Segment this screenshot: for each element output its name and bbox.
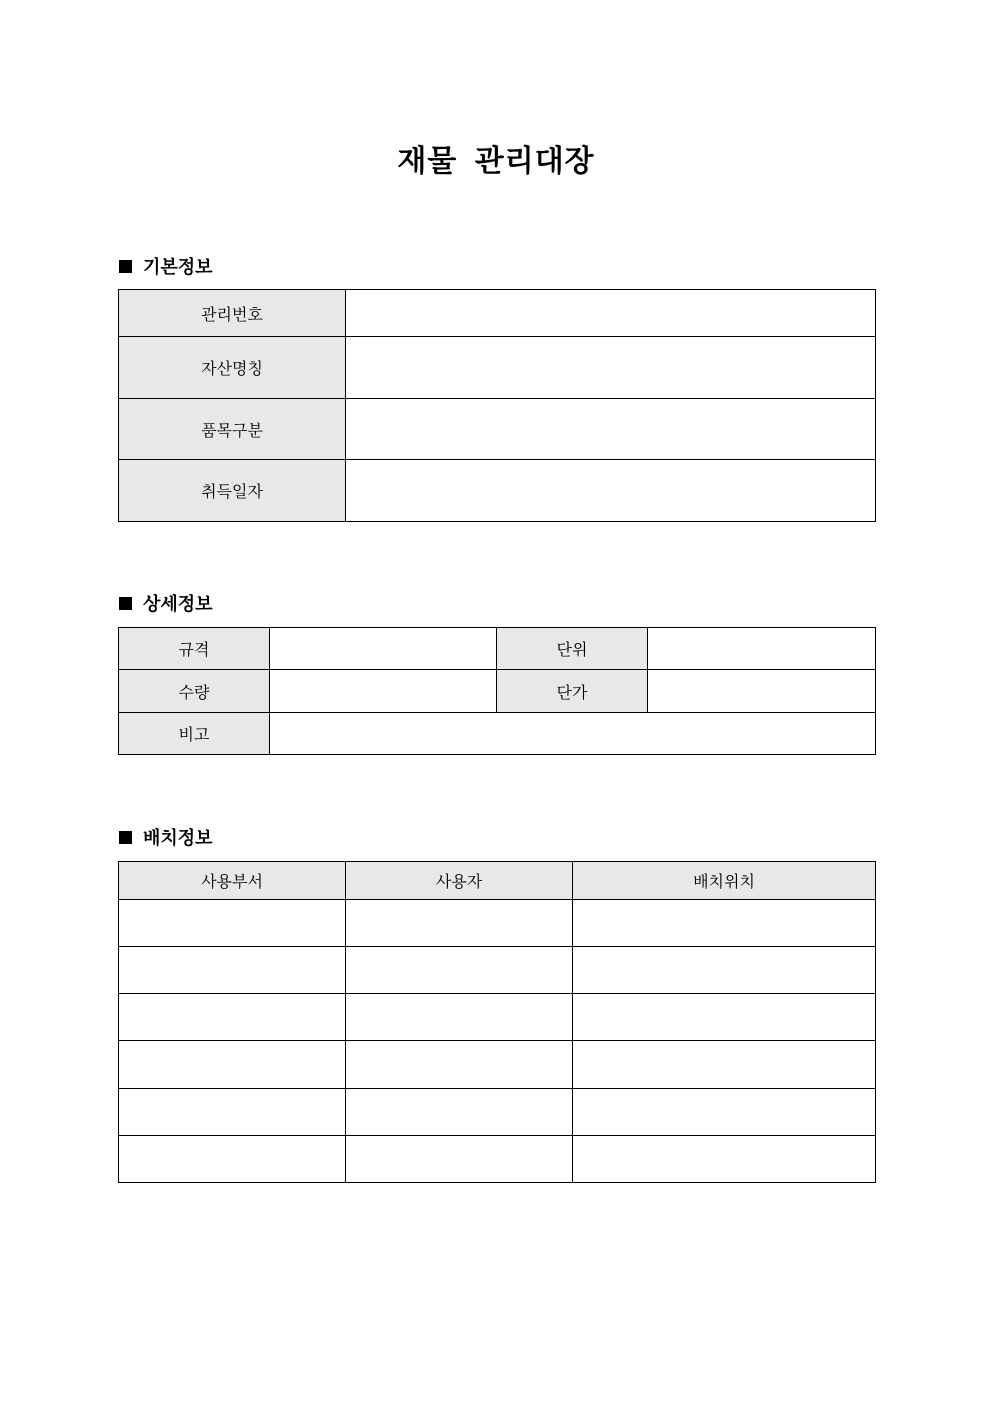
- basic-info-row: [119, 337, 876, 399]
- unit-price-field[interactable]: [648, 670, 876, 713]
- management-number-label: 관리번호: [119, 290, 346, 337]
- asset-name-label: 자산명칭: [119, 337, 346, 399]
- spec-label: 규격: [119, 628, 270, 670]
- department-column-header: 사용부서: [119, 862, 346, 900]
- department-cell[interactable]: [119, 947, 346, 994]
- basic-info-row: [119, 460, 876, 522]
- detail-info-row: [119, 670, 876, 713]
- user-column-header: 사용자: [346, 862, 573, 900]
- user-cell[interactable]: [346, 1089, 573, 1136]
- basic-info-heading: [119, 253, 213, 279]
- location-cell[interactable]: [573, 1041, 876, 1089]
- location-column-header: 배치위치: [573, 862, 876, 900]
- spec-field[interactable]: [270, 628, 497, 670]
- remarks-label: 비고: [119, 713, 270, 755]
- user-cell[interactable]: [346, 900, 573, 947]
- table-row: [119, 1041, 876, 1089]
- unit-field[interactable]: [648, 628, 876, 670]
- table-row: [119, 994, 876, 1041]
- placement-info-heading-text: 배치정보: [143, 828, 213, 849]
- table-row: [119, 1089, 876, 1136]
- department-cell[interactable]: [119, 900, 346, 947]
- detail-info-table: [118, 627, 876, 755]
- location-cell[interactable]: [573, 900, 876, 947]
- placement-info-table: [118, 861, 876, 1183]
- unit-price-label: 단가: [497, 670, 648, 713]
- location-cell[interactable]: [573, 1089, 876, 1136]
- basic-info-heading-text: 기본정보: [143, 257, 213, 278]
- asset-name-field[interactable]: [346, 337, 876, 399]
- table-row: [119, 1136, 876, 1183]
- location-cell[interactable]: [573, 947, 876, 994]
- acquisition-date-field[interactable]: [346, 460, 876, 522]
- department-cell[interactable]: [119, 1089, 346, 1136]
- basic-info-row: [119, 290, 876, 337]
- unit-label: 단위: [497, 628, 648, 670]
- user-cell[interactable]: [346, 1136, 573, 1183]
- detail-info-heading: [119, 590, 213, 616]
- document-title: 재물 관리대장: [397, 144, 595, 179]
- quantity-label: 수량: [119, 670, 270, 713]
- square-bullet-icon: [119, 831, 132, 844]
- table-row: [119, 900, 876, 947]
- detail-info-heading-text: 상세정보: [143, 594, 213, 615]
- remarks-field[interactable]: [270, 713, 876, 755]
- user-cell[interactable]: [346, 1041, 573, 1089]
- square-bullet-icon: [119, 597, 132, 610]
- item-category-label: 품목구분: [119, 399, 346, 460]
- table-row: [119, 947, 876, 994]
- square-bullet-icon: [119, 260, 132, 273]
- placement-info-heading: [119, 824, 213, 850]
- detail-info-row: [119, 713, 876, 755]
- basic-info-row: [119, 399, 876, 460]
- management-number-field[interactable]: [346, 290, 876, 337]
- department-cell[interactable]: [119, 1041, 346, 1089]
- department-cell[interactable]: [119, 994, 346, 1041]
- location-cell[interactable]: [573, 994, 876, 1041]
- user-cell[interactable]: [346, 994, 573, 1041]
- detail-info-row: [119, 628, 876, 670]
- acquisition-date-label: 취득일자: [119, 460, 346, 522]
- department-cell[interactable]: [119, 1136, 346, 1183]
- basic-info-table: [118, 289, 876, 522]
- item-category-field[interactable]: [346, 399, 876, 460]
- placement-header-row: [119, 862, 876, 900]
- quantity-field[interactable]: [270, 670, 497, 713]
- location-cell[interactable]: [573, 1136, 876, 1183]
- user-cell[interactable]: [346, 947, 573, 994]
